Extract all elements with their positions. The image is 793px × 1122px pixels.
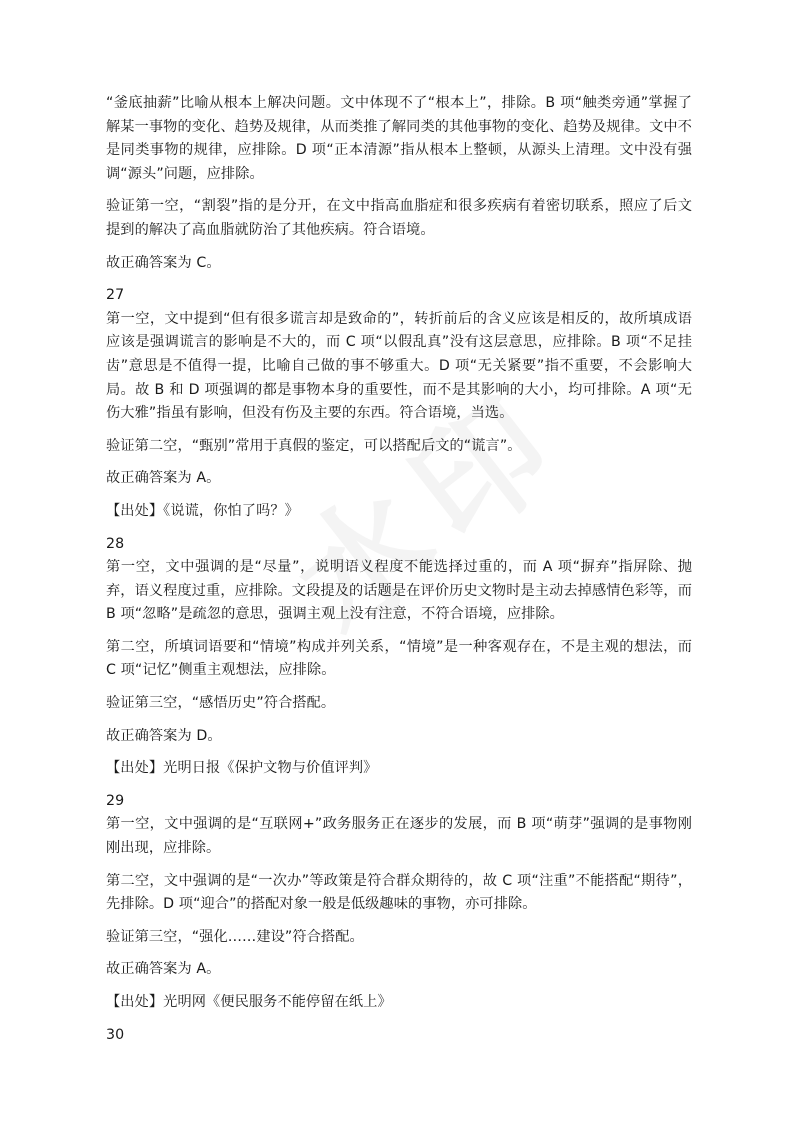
question-number: 27: [106, 287, 125, 304]
answer-line: 故正确答案为 D。: [106, 727, 222, 744]
paragraph: 第一空，文中强调的是“尽量”，说明语义程度不能选择过重的，而 A 项“摒弃”指屏除、抛弃，语义程度过重，应排除。文段提及的话题是在评价历史文物时是主动去掉感情色彩等，而 B 项“忽略”是疏忽的意思，强调主观上没有注意，不符合语境，应排除。: [106, 559, 692, 623]
paragraph: 第二空，文中强调的是“一次办”等政策是符合群众期待的，故 C 项“注重”不能搭配“期待”，先排除。D 项“迎合”的搭配对象一般是低级趣味的事物，亦可排除。: [106, 872, 692, 913]
question-number: 28: [106, 535, 125, 552]
answer-line: 故正确答案为 A。: [106, 961, 221, 978]
source-line: 【出处】光明日报《保护文物与价值评判》: [106, 760, 378, 777]
paragraph: 第一空，文中强调的是“互联网+”政务服务正在逐步的发展，而 B 项“萌芽”强调的是事物刚刚出现，应排除。: [106, 816, 692, 857]
paragraph: 验证第三空，“感悟历史”符合搭配。: [106, 695, 336, 712]
paragraph: 验证第一空，“割裂”指的是分开，在文中指高血脂症和很多疾病有着密切联系，照应了后文提到的解决了高血脂就防治了其他疾病。符合语境。: [106, 198, 692, 238]
paragraph: 第二空，所填词语要和“情境”构成并列关系，“情境”是一种客观存在，不是主观的想法，而 C 项“记忆”侧重主观想法，应排除。: [106, 638, 692, 679]
source-line: 【出处】《说谎，你怕了吗？》: [106, 502, 299, 519]
source-line: 【出处】光明网《便民服务不能停留在纸上》: [106, 994, 392, 1010]
answer-line: 故正确答案为 A。: [106, 470, 221, 487]
paragraph: 第一空，文中提到“但有很多谎言却是致命的”，转折前后的含义应该是相反的，故所填成语应该是强调谎言的影响是不大的，而 C 项“以假乱真”没有这层意思，应排除。B 项“不足挂齿”意思是不值得一提，比喻自己做的事不够重大。D 项“无关紧要”指不重要，不会影响大局。故 B 和 D 项强调的都是事物本身的重要性，而不是其影响的大小，均可排除。A 项“无伤大雅”指虽有影响，但没有伤及主要的东西。符合语境，当选。: [106, 310, 692, 422]
answer-line: 故正确答案为 C。: [106, 254, 221, 271]
paragraph: 验证第二空，“甄别”常用于真假的鉴定，可以搭配后文的“谎言”。: [106, 437, 522, 454]
paragraph: “釜底抽薪”比喻从根本上解决问题。文中体现不了“根本上”，排除。B 项“触类旁通”掌握了解某一事物的变化、趋势及规律，从而类推了解同类的其他事物的变化、趋势及规律。文中不是同类事物的规律，应排除。D 项“正本清源”指从根本上整顿，从源头上清理。文中没有强调“源头”问题，应排除。: [106, 95, 692, 182]
question-number: 30: [106, 1026, 125, 1043]
question-number: 29: [106, 792, 125, 809]
answer-explanations: [106, 92, 692, 1047]
paragraph: 验证第三空，“强化……建设”符合搭配。: [106, 928, 364, 945]
